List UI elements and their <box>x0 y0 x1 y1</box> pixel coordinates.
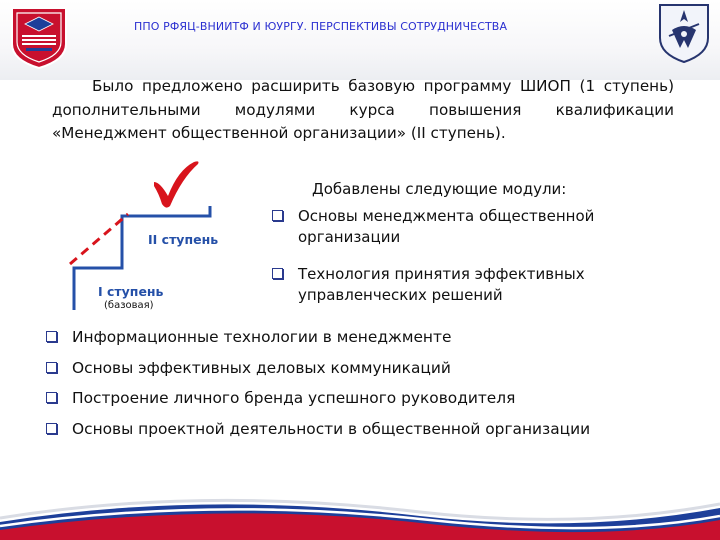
footer-wave-decoration <box>0 470 720 540</box>
header-band <box>0 0 720 80</box>
checkbox-bullet-icon <box>272 268 283 279</box>
dashed-growth-line <box>70 214 128 264</box>
checkbox-bullet-icon <box>46 423 57 434</box>
added-modules-list <box>272 206 672 322</box>
list-item-text: Технология принятия эффективных управленческих решений <box>298 265 585 304</box>
checkbox-bullet-icon <box>46 362 57 373</box>
list-item-text: Основы эффективных деловых коммуникаций <box>72 358 451 377</box>
list-item <box>46 419 706 439</box>
step-1-sublabel: (базовая) <box>104 300 154 311</box>
list-item <box>46 327 706 347</box>
checkbox-bullet-icon <box>272 210 283 221</box>
list-item-text: Основы менеджмента общественной организации <box>298 207 595 246</box>
list-item <box>46 388 706 408</box>
intro-paragraph <box>52 75 674 146</box>
step-2-label: II ступень <box>148 232 219 247</box>
university-logo-icon <box>8 4 70 70</box>
intro-text: Было предложено расширить базовую программу ШИОП (1 ступень) дополнительными модулями курса повышения квалификации «Менеджмент общественной организации» (II ступень). <box>52 77 674 142</box>
list-item <box>272 206 672 248</box>
modules-list <box>46 327 706 449</box>
institute-emblem-icon <box>654 2 714 64</box>
added-modules-heading: Добавлены следующие модули: <box>312 180 567 198</box>
checkmark-icon <box>154 161 199 207</box>
step-1-label: I ступень <box>98 284 164 299</box>
list-item <box>46 358 706 378</box>
list-item <box>272 264 672 306</box>
checkbox-bullet-icon <box>46 392 57 403</box>
list-item-text: Построение личного бренда успешного руководителя <box>72 389 516 407</box>
list-item-text: Основы проектной деятельности в общественной организации <box>72 419 591 438</box>
checkbox-bullet-icon <box>46 331 57 342</box>
list-item-text: Информационные технологии в менеджменте <box>72 328 452 346</box>
header-title: ППО РФЯЦ-ВНИИТФ И ЮУРГУ. ПЕРСПЕКТИВЫ СОТРУДНИЧЕСТВА <box>134 20 508 33</box>
